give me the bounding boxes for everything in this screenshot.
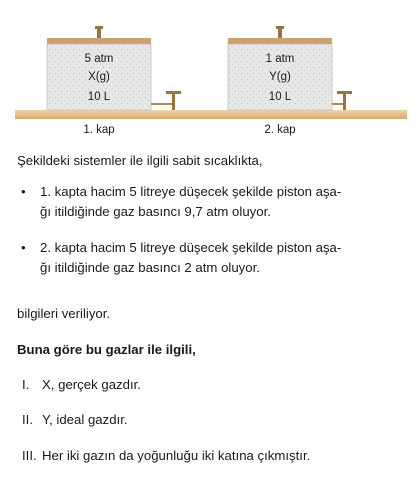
container-1-gas: X(g) xyxy=(88,71,110,83)
container-1-pressure: 5 atm xyxy=(84,53,114,65)
container-2-pressure: 1 atm xyxy=(265,53,295,65)
bullet-dot: • xyxy=(21,184,26,199)
bullet-line: 2. kapta hacim 5 litreye düşecek şekilde piston aşa- xyxy=(40,240,342,255)
statement-number: II. xyxy=(22,412,33,427)
piston-2 xyxy=(228,38,332,44)
bullet-dot: • xyxy=(21,240,26,255)
valve-1 xyxy=(151,91,181,110)
statement-item xyxy=(22,410,128,430)
bullet-line: ğı itildiğinde gaz basıncı 9,7 atm oluyor. xyxy=(40,204,271,219)
statement-text: Y, ideal gazdır. xyxy=(42,412,128,427)
statement-item xyxy=(22,446,310,466)
bullet-item xyxy=(21,182,410,222)
statement-text: Her iki gazın da yoğunluğu iki katına çıkmıştır. xyxy=(42,448,311,463)
statement-number: III. xyxy=(22,448,37,463)
shelf xyxy=(15,110,407,119)
bullet-line: ğı itildiğinde gaz basıncı 2 atm oluyor. xyxy=(40,260,260,275)
statement-item xyxy=(22,375,141,395)
container-2-volume: 10 L xyxy=(268,91,292,103)
bullet-line: 1. kapta hacim 5 litreye düşecek şekilde piston aşa- xyxy=(40,184,342,199)
given-text: bilgileri veriliyor. xyxy=(17,306,111,321)
question-text: Buna göre bu gazlar ile ilgili, xyxy=(17,342,196,357)
container-1-volume: 10 L xyxy=(87,91,111,103)
statement-text: X, gerçek gazdır. xyxy=(42,377,141,392)
container-2-gas: Y(g) xyxy=(269,71,291,83)
gas-containers-figure xyxy=(0,0,417,140)
bullet-item xyxy=(21,238,410,278)
container-2-caption: 2. kap xyxy=(264,124,296,136)
piston-1 xyxy=(47,38,151,44)
piston-rod-1 xyxy=(97,28,101,38)
intro-text: Şekildeki sistemler ile ilgili sabit sıcaklıkta, xyxy=(17,153,263,168)
piston-rod-2 xyxy=(278,28,282,38)
container-1-caption: 1. kap xyxy=(83,124,115,136)
valve-2 xyxy=(332,91,352,110)
statement-number: I. xyxy=(22,377,30,392)
